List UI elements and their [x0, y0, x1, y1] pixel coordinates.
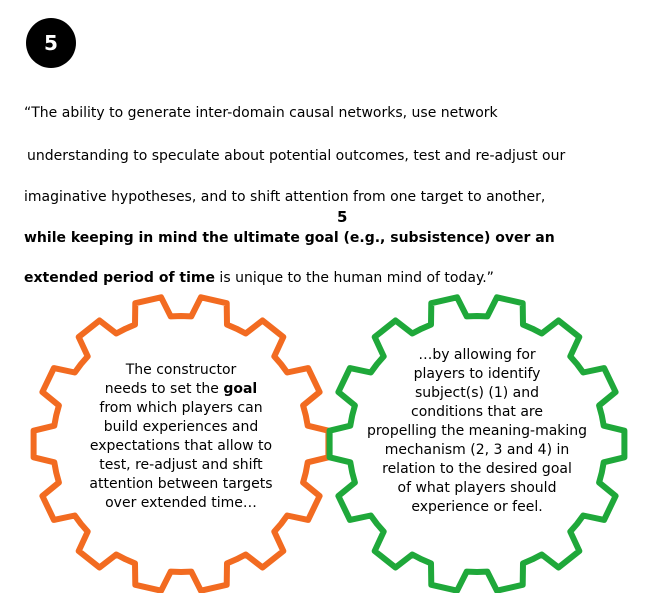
right-gear-line: subject(s) (1) and	[414, 385, 540, 401]
left-gear-line: expectations that allow to	[89, 438, 273, 454]
step-number-badge: 5	[26, 18, 76, 68]
right-gear-line: mechanism (2, 3 and 4) in	[384, 442, 570, 458]
left-gear-line: build experiences and	[103, 419, 259, 435]
left-gear-line: test, re-adjust and shift	[99, 457, 263, 473]
right-gear-line: …by allowing for	[418, 347, 536, 363]
goal-keyword: goal	[223, 381, 258, 397]
quote-line-5-rest: is unique to the human mind of today.”	[214, 270, 494, 286]
left-gear-text	[46, 361, 316, 513]
right-gear-text	[342, 346, 612, 517]
left-gear-line: over extended time…	[105, 495, 257, 511]
left-gear-line: from which players can	[99, 400, 263, 416]
quote-line-3: imaginative hypotheses, and to shift attention from one target to another,	[24, 189, 546, 205]
left-gear-line: The constructor	[125, 362, 237, 378]
left-gear-line: needs to set the goal	[104, 381, 258, 397]
left-gear-line: attention between targets	[89, 476, 273, 492]
right-gear-line: experience or feel.	[411, 499, 543, 515]
quote-line-4: while keeping in mind the ultimate goal (e.g., subsistence) over an	[24, 230, 555, 246]
quote-line-2: understanding to speculate about potential outcomes, test and re-adjust our	[27, 148, 566, 164]
overlay-number: 5	[337, 208, 348, 226]
right-gear-line: players to identify	[413, 366, 541, 382]
right-gear-line: relation to the desired goal	[382, 461, 572, 477]
right-gear-line: conditions that are	[411, 404, 543, 420]
quote-emphasis: extended period of time	[24, 270, 215, 286]
quote-line-1: “The ability to generate inter-domain causal networks, use network	[24, 105, 498, 121]
right-gear-line: of what players should	[397, 480, 557, 496]
right-gear-line: propelling the meaning-making	[366, 423, 588, 439]
